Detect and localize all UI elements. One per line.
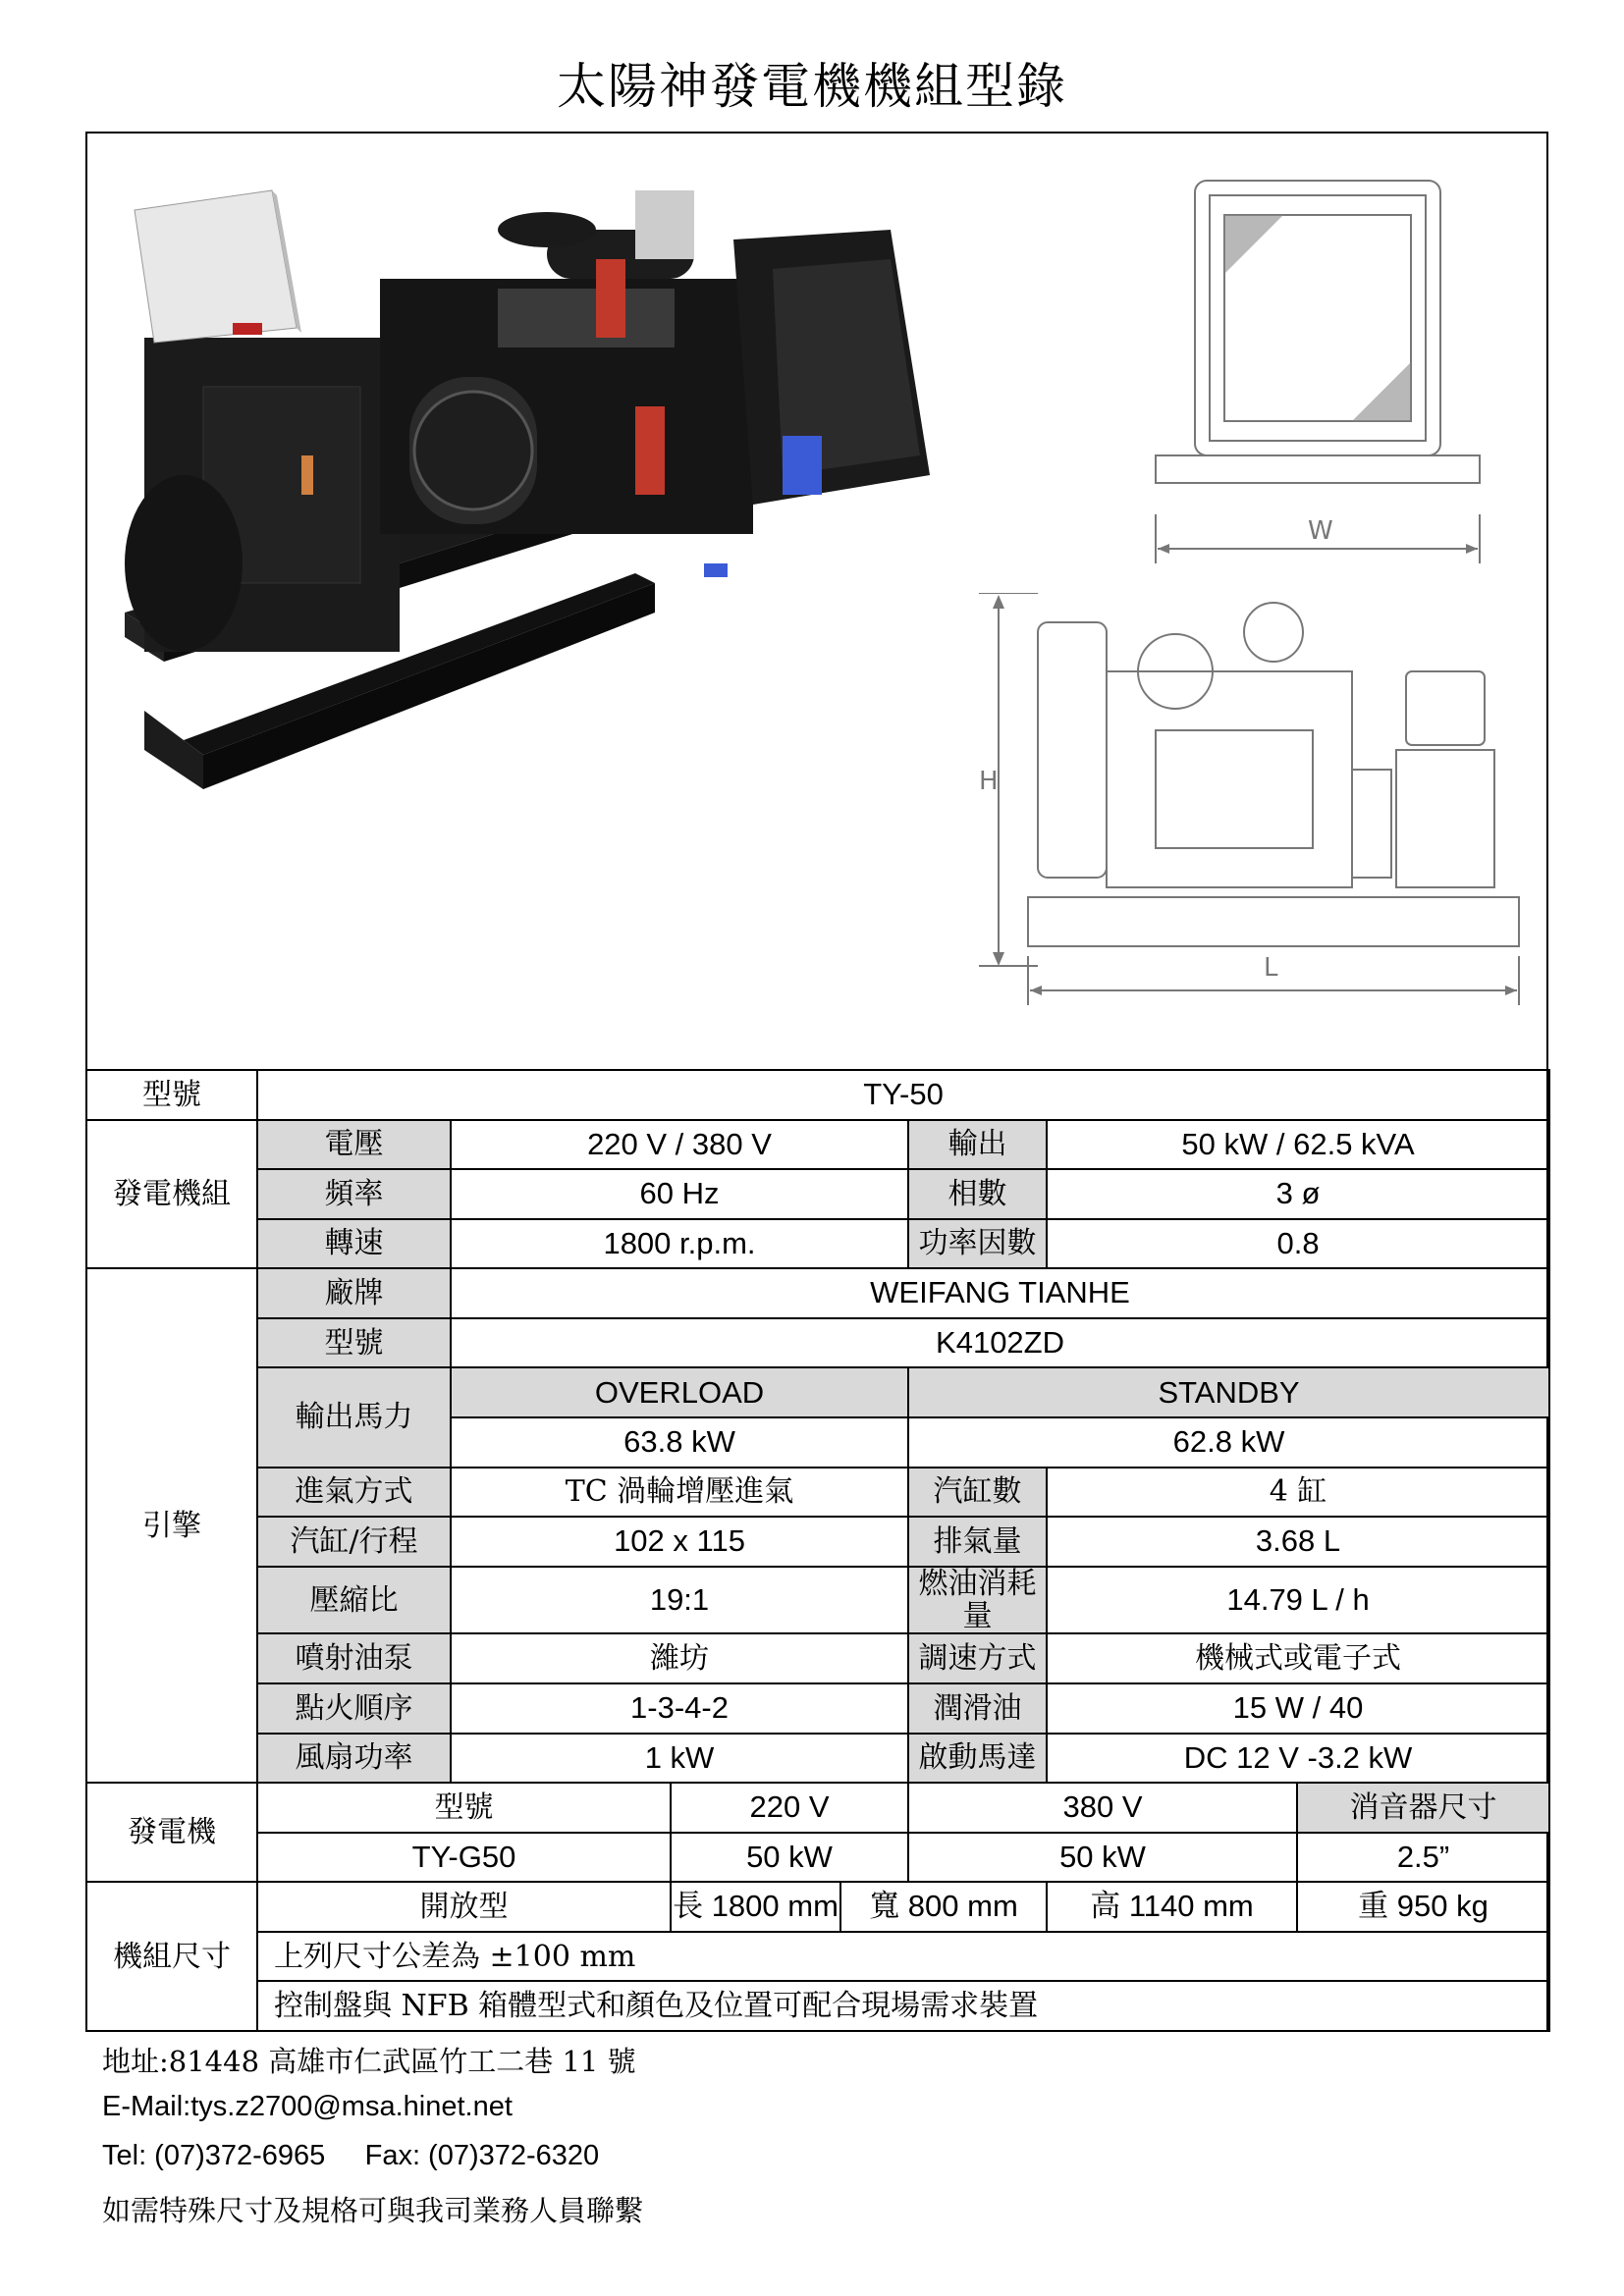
dimensions-label: 機組尺寸 [86, 1882, 257, 2031]
alternator-380v-value: 50 kW [908, 1833, 1297, 1883]
fuel-consumption-value: 14.79 L / h [1047, 1567, 1549, 1634]
speed-value: 1800 r.p.m. [451, 1219, 908, 1269]
weight-value: 重 950 kg [1297, 1882, 1549, 1932]
width-label: W [1308, 516, 1333, 546]
engine-model-label: 型號 [257, 1318, 451, 1368]
length-value: 長 1800 mm [671, 1882, 840, 1932]
table-row [86, 1268, 1549, 1318]
page-title: 太陽神發電機機組型錄 [557, 58, 1067, 115]
standby-header: STANDBY [908, 1367, 1549, 1417]
starter-value: DC 12 V -3.2 kW [1047, 1734, 1549, 1784]
cylinders-value: 4 缸 [1047, 1468, 1549, 1518]
table-row [86, 1567, 1549, 1634]
table-row [86, 1367, 1549, 1417]
alternator-380v-header: 380 V [908, 1783, 1297, 1833]
table-row [86, 1734, 1549, 1784]
displacement-value: 3.68 L [1047, 1517, 1549, 1567]
table-row [86, 1783, 1549, 1833]
engine-model-value: K4102ZD [451, 1318, 1549, 1368]
table-row [86, 1219, 1549, 1269]
front-view-drawing [1136, 171, 1548, 603]
table-row [86, 1169, 1549, 1219]
frequency-label: 頻率 [257, 1169, 451, 1219]
table-row [86, 1882, 1549, 1932]
overload-value: 63.8 kW [451, 1417, 908, 1468]
bore-stroke-value: 102 x 115 [451, 1517, 908, 1567]
tolerance-note: 上列尺寸公差為 ±100 mm [257, 1932, 1549, 1982]
overload-header: OVERLOAD [451, 1367, 908, 1417]
alternator-220v-header: 220 V [671, 1783, 908, 1833]
phase-value: 3 ø [1047, 1169, 1549, 1219]
speed-label: 轉速 [257, 1219, 451, 1269]
power-label: 輸出馬力 [257, 1367, 451, 1467]
lubricant-label: 潤滑油 [908, 1683, 1047, 1734]
table-row [86, 1633, 1549, 1683]
height-value: 高 1140 mm [1047, 1882, 1297, 1932]
generator-photo [85, 151, 969, 858]
height-label: H [979, 767, 999, 796]
alternator-model-value: TY-G50 [257, 1833, 671, 1883]
open-type-value: 開放型 [257, 1882, 671, 1932]
output-value: 50 kW / 62.5 kVA [1047, 1120, 1549, 1170]
product-images [85, 132, 1548, 1070]
cylinders-label: 汽缸數 [908, 1468, 1047, 1518]
injection-pump-value: 濰坊 [451, 1633, 908, 1683]
table-row [86, 1833, 1549, 1883]
table-row [86, 1468, 1549, 1518]
footer-address: 地址:81448 高雄市仁武區竹工二巷 11 號 [102, 2045, 636, 2078]
voltage-value: 220 V / 380 V [451, 1120, 908, 1170]
table-row [86, 1932, 1549, 1982]
frequency-value: 60 Hz [451, 1169, 908, 1219]
table-row [86, 1981, 1549, 2031]
table-row [86, 1120, 1549, 1170]
injection-pump-label: 噴射油泵 [257, 1633, 451, 1683]
genset-label: 發電機組 [86, 1120, 257, 1269]
fuel-consumption-label: 燃油消耗量 [908, 1567, 1047, 1634]
alternator-220v-value: 50 kW [671, 1833, 908, 1883]
power-factor-label: 功率因數 [908, 1219, 1047, 1269]
firing-order-label: 點火順序 [257, 1683, 451, 1734]
alternator-model-label: 型號 [257, 1783, 671, 1833]
model-value: TY-50 [257, 1070, 1549, 1120]
output-label: 輸出 [908, 1120, 1047, 1170]
compression-label: 壓縮比 [257, 1567, 451, 1634]
governor-label: 調速方式 [908, 1633, 1047, 1683]
bore-stroke-label: 汽缸/行程 [257, 1517, 451, 1567]
fan-power-value: 1 kW [451, 1734, 908, 1784]
fan-power-label: 風扇功率 [257, 1734, 451, 1784]
muffler-size-value: 2.5” [1297, 1833, 1549, 1883]
intake-value: TC 渦輪增壓進氣 [451, 1468, 908, 1518]
displacement-label: 排氣量 [908, 1517, 1047, 1567]
firing-order-value: 1-3-4-2 [451, 1683, 908, 1734]
table-row [86, 1683, 1549, 1734]
table-row [86, 1318, 1549, 1368]
table-row [86, 1517, 1549, 1567]
alternator-label: 發電機 [86, 1783, 257, 1882]
model-label: 型號 [86, 1070, 257, 1120]
footer-note: 如需特殊尺寸及規格可與我司業務人員聯繫 [102, 2194, 644, 2227]
governor-value: 機械式或電子式 [1047, 1633, 1549, 1683]
starter-label: 啟動馬達 [908, 1734, 1047, 1784]
intake-label: 進氣方式 [257, 1468, 451, 1518]
power-factor-value: 0.8 [1047, 1219, 1549, 1269]
voltage-label: 電壓 [257, 1120, 451, 1170]
lubricant-value: 15 W / 40 [1047, 1683, 1549, 1734]
standby-value: 62.8 kW [908, 1417, 1549, 1468]
brand-value: WEIFANG TIANHE [451, 1268, 1549, 1318]
width-value: 寬 800 mm [840, 1882, 1047, 1932]
length-label: L [1264, 953, 1278, 983]
compression-value: 19:1 [451, 1567, 908, 1634]
engine-label: 引擎 [86, 1268, 257, 1783]
table-row [86, 1070, 1549, 1120]
control-panel-note: 控制盤與 NFB 箱體型式和顏色及位置可配合現場需求裝置 [257, 1981, 1549, 2031]
spec-table [85, 1069, 1550, 2032]
side-view-drawing [959, 593, 1548, 1064]
muffler-size-label: 消音器尺寸 [1297, 1783, 1549, 1833]
footer-phone: Tel: (07)372-6965 Fax: (07)372-6320 [102, 2140, 600, 2171]
brand-label: 廠牌 [257, 1268, 451, 1318]
phase-label: 相數 [908, 1169, 1047, 1219]
footer-email: E-Mail:tys.z2700@msa.hinet.net [102, 2091, 513, 2122]
